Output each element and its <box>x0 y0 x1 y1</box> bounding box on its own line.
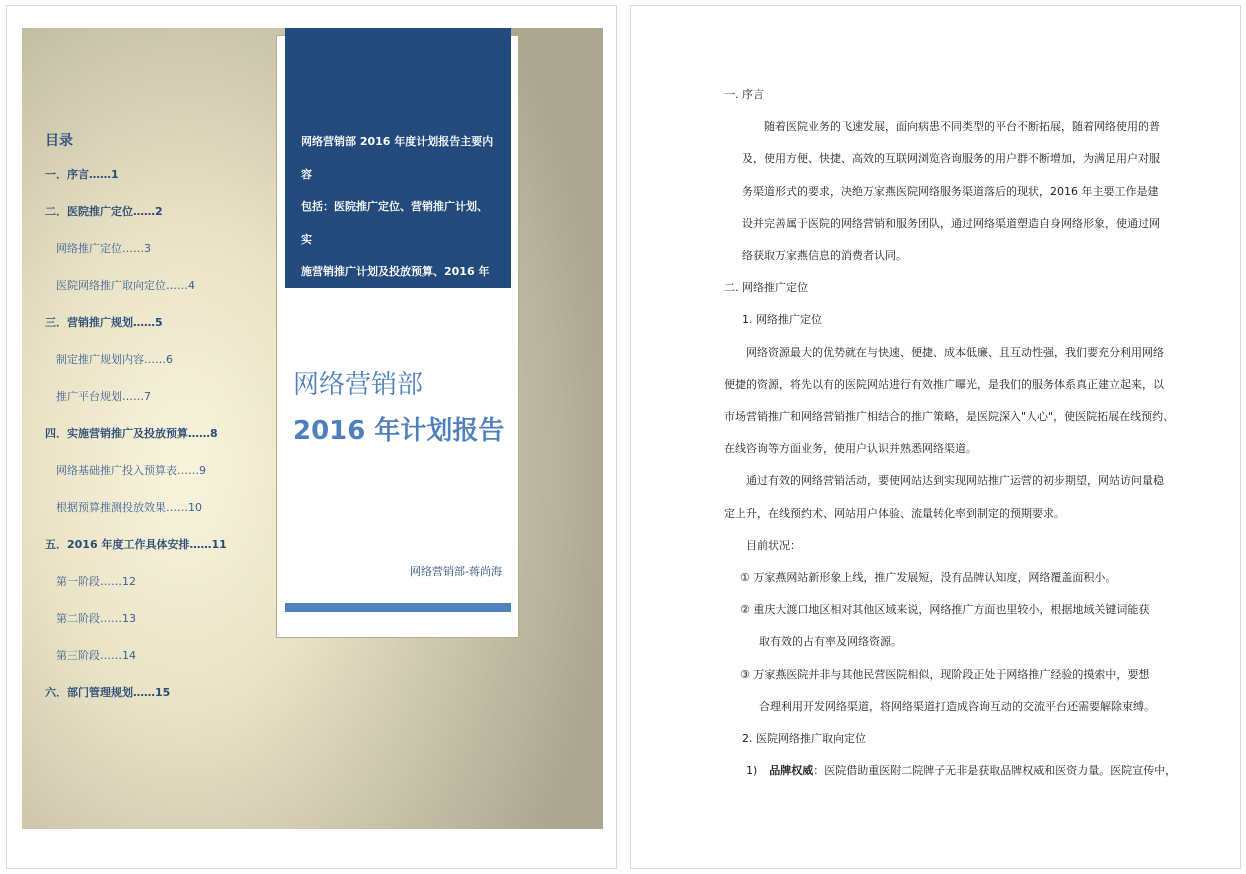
paragraph-line: ② 重庆大渡口地区相对其他区域来说，网络推广方面也里较小，根据地域关键词能获 <box>740 603 1150 617</box>
paragraph-line: 目前状况： <box>746 538 801 552</box>
cover-card <box>276 35 519 638</box>
paragraph-line: 络获取万家燕信息的消费者认同。 <box>742 249 907 262</box>
section-heading: 二. 网络推广定位 <box>724 281 808 295</box>
toc-item[interactable]: 第三阶段……14 <box>56 649 136 662</box>
toc-item[interactable]: 推广平台规划……7 <box>56 390 151 403</box>
section-heading: 一. 序言 <box>724 88 764 101</box>
toc-item[interactable]: 医院网络推广取向定位……4 <box>56 279 195 292</box>
toc-title: 目录 <box>45 133 73 149</box>
toc-item[interactable]: 第一阶段……12 <box>56 575 136 588</box>
toc-item[interactable]: 网络推广定位……3 <box>56 242 151 255</box>
summary-box <box>285 28 511 343</box>
paragraph-line: ① 万家燕网站新形象上线，推广发展短，没有品牌认知度，网络覆盖面积小。 <box>740 571 1117 584</box>
summary-line: 包括：医院推广定位、营销推广计划、实 <box>301 200 488 246</box>
toc-item[interactable]: 六．部门管理规划……15 <box>45 686 171 699</box>
paragraph-line: 便捷的资源，将先以有的医院网站进行有效推广曝光，是我们的服务体系真正建立起来，以 <box>724 377 1164 391</box>
cover-title-line2: 2016 年计划报告 <box>293 416 505 446</box>
toc-item[interactable]: 根据预算推测投放效果……10 <box>56 501 202 514</box>
cover-author: 网络营销部-蒋尚海 <box>410 565 502 578</box>
paragraph-line: 通过有效的网络营销活动，要使网站达到实现网站推广运营的初步期望，网站访问量稳 <box>746 474 1164 488</box>
toc-item[interactable]: 五．2016 年度工作具体安排……11 <box>45 538 227 551</box>
summary-line: 施营销推广计划及投放预算、2016 年度 <box>301 265 490 311</box>
paragraph-line: 务渠道形式的要求，决绝万家燕医院网络服务渠道落后的现状，2016 年主要工作是建 <box>742 184 1159 198</box>
paragraph-line: 随着医院业务的飞速发展，面向病患不同类型的平台不断拓展，随着网络使用的普 <box>764 120 1160 134</box>
cover-title <box>293 362 513 454</box>
paragraph-line: 在线咨询等方面业务，使用户认识并熟悉网络渠道。 <box>724 442 977 456</box>
paragraph-line <box>746 762 1176 778</box>
cover-accent-bar <box>285 603 511 612</box>
table-of-contents <box>45 130 285 723</box>
summary-line: 网络营销部 2016 年度计划报告主要内容 <box>301 135 494 181</box>
toc-item[interactable]: 三．营销推广规划……5 <box>45 316 163 329</box>
toc-item[interactable]: 网络基础推广投入预算表……9 <box>56 464 206 477</box>
toc-item[interactable]: 第二阶段……13 <box>56 612 136 625</box>
paragraph-line: 取有效的占有率及网络资源。 <box>759 635 902 649</box>
paragraph-line: 2. 医院网络推广取向定位 <box>742 732 866 745</box>
list-number: 1) <box>746 764 758 778</box>
toc-item[interactable]: 制定推广规划内容……6 <box>56 353 173 366</box>
cover-title-line1: 网络营销部 <box>293 370 424 400</box>
paragraph-line: 市场营销推广和网络营销推广相结合的推广策略，是医院深入"人心"，使医院拓展在线预约、 <box>724 410 1175 423</box>
toc-item[interactable]: 一．序言……1 <box>45 168 119 181</box>
bold-term: 品牌权威 <box>769 764 814 778</box>
left-page <box>6 5 617 869</box>
paragraph-line: 定上升，在线预约术、网站用户体验、流量转化率到制定的预期要求。 <box>724 506 1065 520</box>
paragraph-line: ③ 万家燕医院并非与其他民营医院相似，现阶段正处于网络推广经验的摸索中，要想 <box>740 667 1150 681</box>
paragraph-line: 及，使用方便、快捷、高效的互联网浏览咨询服务的用户群不断增加，为满足用户对服 <box>742 152 1160 166</box>
summary-line: 工作具体安排、部门管理规划。 <box>301 330 455 343</box>
paragraph-line: 合理利用开发网络渠道，将网络渠道打造成咨询互动的交流平台还需要解除束缚。 <box>759 699 1155 713</box>
toc-list <box>45 168 285 723</box>
paragraph-line: 网络资源最大的优势就在与快速、便捷、成本低廉、且互动性强，我们要充分利用网络 <box>746 345 1164 359</box>
paragraph-line: 1. 网络推广定位 <box>742 313 822 327</box>
term-description: ：医院借助重医附二院牌子无非是获取品牌权威和医资力量。医院宣传中， <box>813 764 1177 778</box>
toc-item[interactable]: 四．实施营销推广及投放预算……8 <box>45 427 218 440</box>
paragraph-line: 设并完善属于医院的网络营销和服务团队，通过网络渠道塑造自身网络形象，使通过网 <box>742 216 1160 230</box>
toc-item[interactable]: 二．医院推广定位……2 <box>45 205 163 218</box>
right-page <box>630 5 1241 869</box>
